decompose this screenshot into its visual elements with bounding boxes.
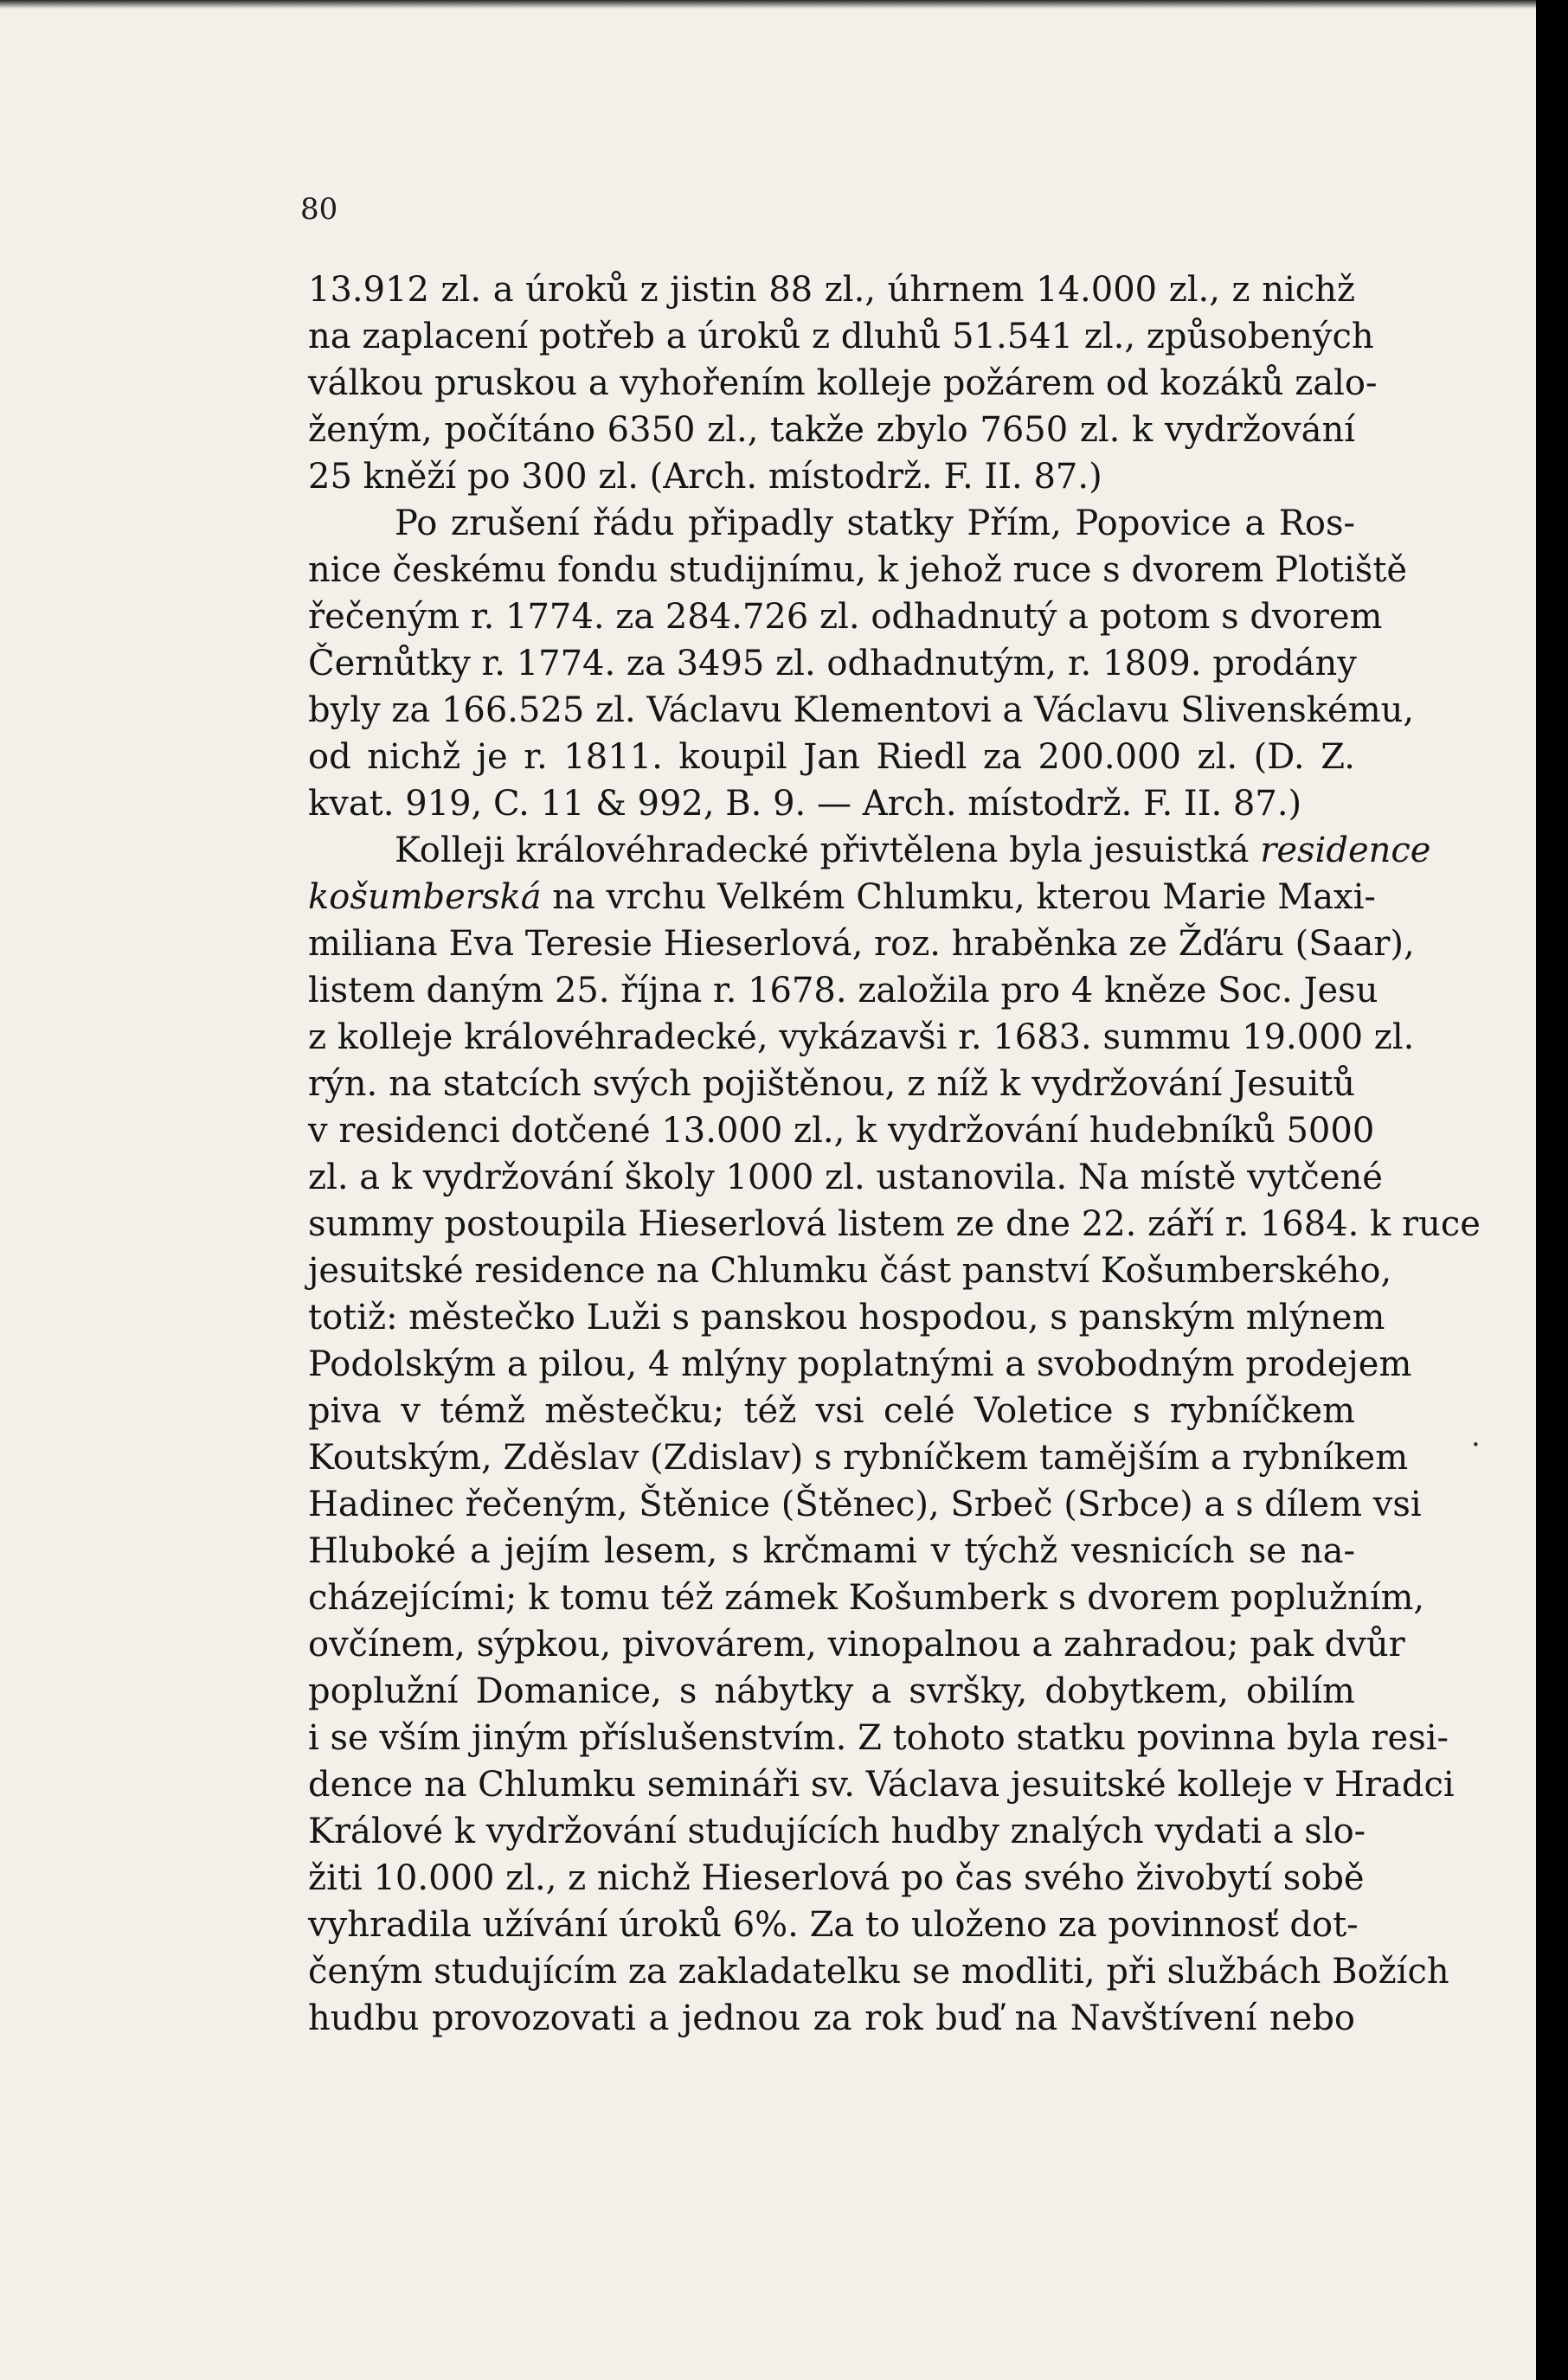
text-line: čeným studujícím za zakladatelku se modliti, při službách Božích (308, 1952, 1449, 1992)
text-line: Podolským a pilou, 4 mlýny poplatnými a svobodným prodejem (308, 1344, 1412, 1384)
text-line-italic: košumberská (308, 877, 542, 917)
page-number: 80 (300, 192, 338, 227)
text-line: kvat. 919, C. 11 & 992, B. 9. — Arch. místodrž. F. II. 87.) (308, 784, 1302, 824)
text-line: summy postoupila Hieserlová listem ze dne 22. září r. 1684. k ruce (308, 1204, 1481, 1244)
text-line: hudbu provozovati a jednou za rok buď na Navštívení nebo (308, 1998, 1355, 2038)
text-line: dence na Chlumku semináři sv. Václava jesuitské kolleje v Hradci (308, 1765, 1455, 1805)
text-line: válkou pruskou a vyhořením kolleje požárem od kozáků zalo- (308, 363, 1378, 403)
text-line: listem daným 25. října r. 1678. založila pro 4 kněze Soc. Jesu (308, 971, 1378, 1010)
text-line: řečeným r. 1774. za 284.726 zl. odhadnutý a potom s dvorem (308, 597, 1383, 637)
text-line: od nichž je r. 1811. koupil Jan Riedl za 200.000 zl. (D. Z. (308, 737, 1355, 777)
text-line: ženým, počítáno 6350 zl., takže zbylo 7650 zl. k vydržování (308, 410, 1355, 450)
text-line (308, 874, 1376, 921)
text-line: ovčínem, sýpkou, pivovárem, vinopalnou a zahradou; pak dvůr (308, 1625, 1405, 1665)
scan-right-edge (1536, 0, 1568, 2380)
text-line: miliana Eva Teresie Hieserlová, roz. hraběnka ze Žďáru (Saar), (308, 924, 1415, 964)
text-line: poplužní Domanice, s nábytky a svršky, dobytkem, obilím (308, 1671, 1355, 1711)
text-line: Hadinec řečeným, Štěnice (Štěnec), Srbeč (Srbce) a s dílem vsi (308, 1485, 1422, 1524)
text-line: žiti 10.000 zl., z nichž Hieserlová po čas svého živobytí sobě (308, 1858, 1365, 1898)
text-line: z kolleje královéhradecké, vykázavši r. 1683. summu 19.000 zl. (308, 1017, 1415, 1057)
text-line: Hluboké a jejím lesem, s krčmami v týchž vesnicích se na- (308, 1531, 1355, 1571)
scan-top-edge (0, 0, 1536, 9)
text-line: jesuitské residence na Chlumku část panství Košumberského, (308, 1251, 1392, 1291)
text-line: na zaplacení potřeb a úroků z dluhů 51.541 zl., způsobených (308, 317, 1374, 356)
text-line: 13.912 zl. a úroků z jistin 88 zl., úhrnem 14.000 zl., z nichž (308, 270, 1355, 310)
margin-mark: · (1471, 1427, 1481, 1462)
text-line: Černůtky r. 1774. za 3495 zl. odhadnutým, r. 1809. prodány (308, 644, 1357, 683)
text-line: rýn. na statcích svých pojištěnou, z níž k vydržování Jesuitů (308, 1064, 1355, 1104)
text-line: nice českému fondu studijnímu, k jehož ruce s dvorem Plotiště (308, 550, 1408, 590)
text-line-plain: na vrchu Velkém Chlumku, kterou Marie Maxi- (541, 877, 1376, 917)
text-line: vyhradila užívání úroků 6%. Za to uloženo za povinnosť dot- (308, 1905, 1359, 1945)
body-text (308, 266, 1481, 2042)
text-line: cházejícími; k tomu též zámek Košumberk s dvorem poplužním, (308, 1578, 1425, 1618)
text-line: 25 kněží po 300 zl. (Arch. místodrž. F. II. 87.) (308, 457, 1102, 497)
text-line: i se vším jiným příslušenstvím. Z tohoto statku povinna byla resi- (308, 1718, 1449, 1758)
text-line: v residenci dotčené 13.000 zl., k vydržování hudebníků 5000 (308, 1111, 1375, 1151)
text-line: zl. a k vydržování školy 1000 zl. ustanovila. Na místě vytčené (308, 1158, 1383, 1197)
text-line: Králové k vydržování studujících hudby znalých vydati a slo- (308, 1812, 1366, 1851)
text-line: piva v témž městečku; též vsi celé Voletice s rybníčkem (308, 1391, 1355, 1431)
text-line-italic: residence (1260, 831, 1431, 870)
text-line: Koutským, Zděslav (Zdislav) s rybníčkem tamějším a rybníkem (308, 1438, 1409, 1478)
text-line: Po zrušení řádu připadly statky Přím, Popovice a Ros- (395, 504, 1355, 543)
text-line (308, 827, 1431, 874)
text-line-plain: Kolleji královéhradecké přivtělena byla jesuistká (395, 831, 1261, 870)
text-line: totiž: městečko Luži s panskou hospodou, s panským mlýnem (308, 1298, 1385, 1338)
text-line: byly za 166.525 zl. Václavu Klementovi a Václavu Slivenskému, (308, 690, 1415, 730)
